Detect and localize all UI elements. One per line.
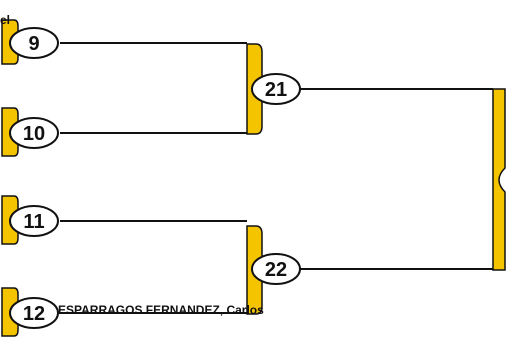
match-m11[interactable] xyxy=(10,206,58,236)
player-name-esparragos: ESPARRAGOS FERNANDEZ, Carlos xyxy=(58,303,264,317)
round1-bars xyxy=(2,20,18,336)
match-number-m21: 21 xyxy=(264,79,288,101)
match-m9[interactable] xyxy=(10,28,58,58)
match-m22[interactable] xyxy=(252,254,300,284)
match-m12[interactable] xyxy=(10,298,58,328)
player-name-top-partial: el xyxy=(0,13,11,27)
match-m21[interactable] xyxy=(252,74,300,104)
match-m10[interactable] xyxy=(10,118,58,148)
match-number-m10: 10 xyxy=(22,123,46,145)
bar-final xyxy=(493,89,505,270)
match-number-m9: 9 xyxy=(28,33,40,55)
match-number-m11: 11 xyxy=(23,211,45,233)
match-number-m12: 12 xyxy=(22,303,46,325)
match-number-m22: 22 xyxy=(264,259,288,281)
